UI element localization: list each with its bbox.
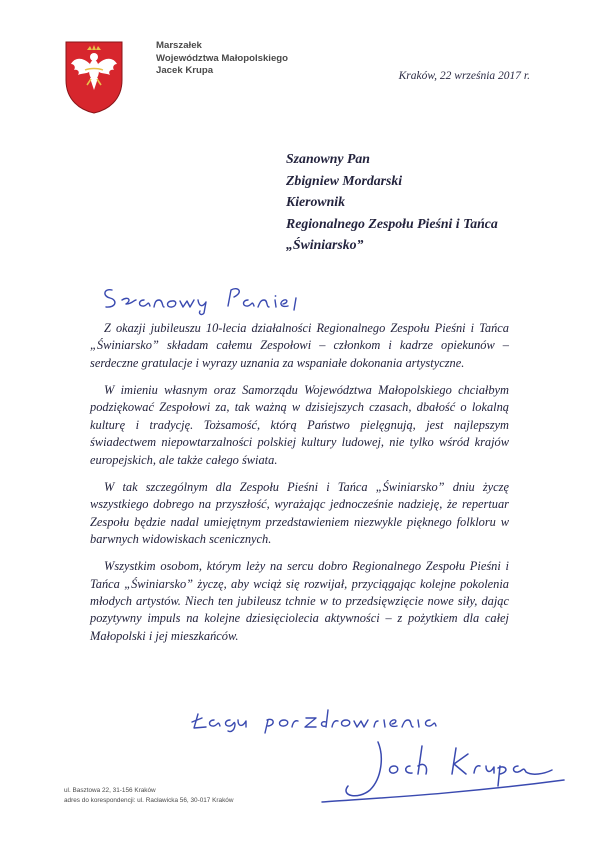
signature [318,736,566,806]
body-paragraph: Z okazji jubileuszu 10-lecia działalności Regionalnego Zespołu Pieśni i Tańca „Świniarsko” składam całemu Zespołowi – członkom i kadrze opiekunów – serdeczne gratulacje i wyrazy uznania za wspaniałe dokonania artystyczne. [90,321,509,370]
letter-footer [64,786,233,805]
footer-address: ul. Basztowa 22, 31-156 Kraków [64,787,156,794]
org-title: Marszałek [156,40,202,51]
org-person: Jacek Krupa [156,65,214,77]
handwritten-closing [188,700,438,734]
body-paragraph: W imieniu własnym oraz Samorządu Województwa Małopolskiego chciałbym podziękować Zespołowi za, tak ważną w dzisiejszych czasach, dbałość o lokalną kulturę i tradycję. Tożsamość, którą Państwo pielęgnują, jest najlepszym świadectwem niepowtarzalności polskiej kultury ludowej, nie tylko wśród krajów europejskich, ale także całego świata. [90,383,509,467]
org-region: Województwa Małopolskiego [156,52,289,64]
letter-body [90,320,509,655]
recipient-role: Kierownik [286,194,346,210]
recipient-ensemble: „Świniarsko” [286,237,364,253]
handwritten-salutation [98,280,328,316]
letterhead-org [156,40,288,78]
malopolska-eagle-crest-icon [64,40,124,114]
recipient-name: Zbigniew Mordarski [286,172,403,188]
letter-date: Kraków, 22 września 2017 r. [398,70,530,82]
footer-correspondence-address: adres do korespondencji: ul. Racławicka 56, 30-017 Kraków [64,796,234,804]
recipient-block [286,148,498,256]
body-paragraph: Wszystkim osobom, którym leży na sercu dobro Regionalnego Zespołu Pieśni i Tańca „Świniarsko” życzę, aby wciąż się rozwijał, przyciągając kolejne pokolenia młodych artystów. Niech ten jubileusz tchnie w to przedsięwzięcie nowe siły, dając pozytywny impuls na kolejne dziesięciolecia aktywności – z pożytkiem dla całej Małopolski i jej mieszkańców. [90,559,509,643]
recipient-organization: Regionalnego Zespołu Pieśni i Tańca [286,215,498,231]
recipient-greeting: Szanowny Pan [286,151,370,166]
body-paragraph: W tak szczególnym dla Zespołu Pieśni i Tańca „Świniarsko” dniu życzę wszystkiego dobrego na przyszłość, wyrażając jednocześnie nadzieję, że repertuar Zespołu będzie nadal umiejętnym przedstawieniem niezwykle pięknego folkloru w barwnych widowiskach scenicznych. [90,479,509,547]
